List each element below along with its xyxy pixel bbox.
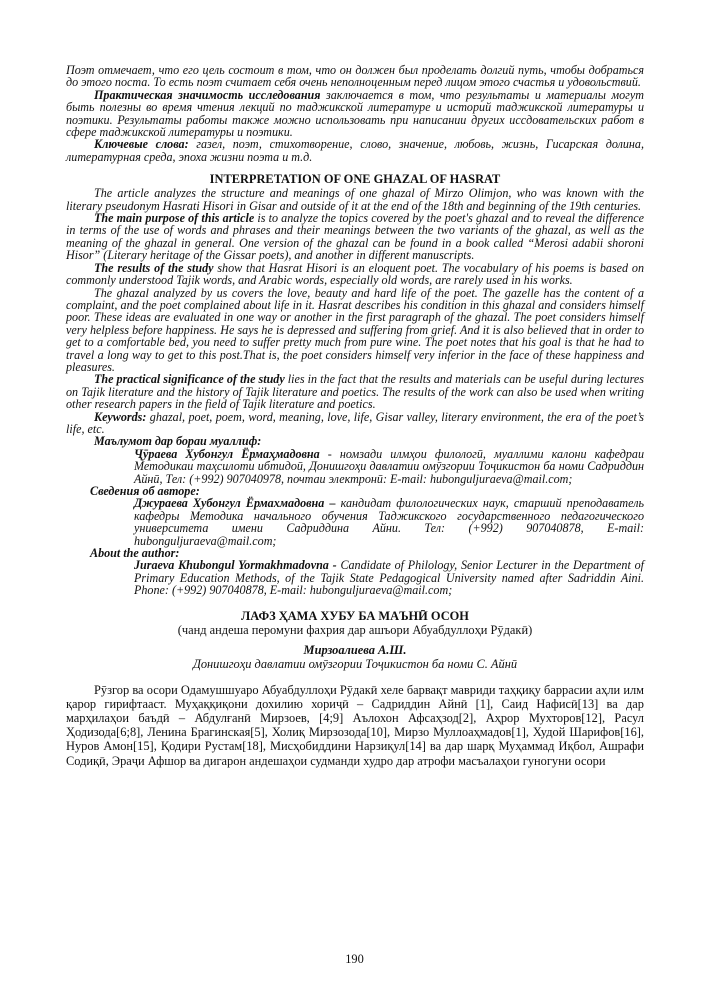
author-info-tj-heading: Маълумот дар бораи муаллиф: (94, 434, 262, 449)
article-affiliation: Донишгоҳи давлатии омӯзгории Тоҷикистон ба номи С. Айнӣ (192, 656, 518, 671)
en-purpose-paragraph (66, 212, 644, 262)
en-title: INTERPRETATION OF ONE GHAZAL OF HASRAT (209, 172, 501, 187)
article-subtitle: (чанд андеша перомуни фахрия дар ашъори Абуабдуллоҳи Рӯдакӣ) (177, 622, 533, 637)
en-significance-paragraph (66, 373, 644, 410)
ru-abstract-paragraph: Поэт отмечает, что его цель состоит в том, что он должен был проделать долгий путь, чтобы добраться до этого поста. То есть поэт считает себя очень неполноценным перед лицом этого счастья и удовольствий. (66, 63, 644, 90)
en-results-lead: The results of the study (94, 260, 214, 275)
page-number: 190 (345, 952, 364, 966)
en-keywords (66, 411, 644, 436)
en-purpose-lead: The main purpose of this article (94, 211, 255, 226)
author-info-en (134, 559, 644, 596)
article-author: Мирзоалиева А.Ш. (303, 642, 407, 657)
ru-keywords-lead: Ключевые слова: (94, 137, 189, 152)
article-title: ЛАФЗ ҲАМА ХУБУ БА МАЪНӢ ОСОН (241, 608, 469, 623)
author-name-ru: Джураева Хубонгул Ёрмахмадовна – (134, 496, 336, 511)
author-name-tj: Ҷӯраева Хубонгул Ёрмаҳмадовна (134, 446, 320, 461)
en-analysis-paragraph: The ghazal analyzed by us covers the love, beauty and hard life of the poet. The gazelle has the content of a complaint, and the poet complained about life in it. Hasrat describes his condition in this ghazal and considers himself poor. These ideas are evaluated in one way or another in the first paragraph of the ghazal. The poet considers himself very helpless before happiness. He says he is depressed and suffering from grief. And it is also believed that in order to get to a comfortable bed, you need to suffer pretty much from pure wine. The poet notes that his goal is that he had to travel a long way to get to this post.That is, the poet considers himself very inferior in the face of these happiness and pleasures. (66, 285, 644, 374)
en-abstract-paragraph: The article analyzes the structure and meanings of one ghazal of Mirzo Olimjon, who was known with the literary pseudonym Hasrati Hisori in Gisar and outside of it at the end of the 18th and beginning of the 19th centuries. (66, 186, 644, 213)
author-details-tj: - номзади илмҳои филологӣ, муаллими калони кафедраи Методикаи таҳсилоти ибтидоӣ, Донишгоҳи давлатии омӯзгории Тоҷикистон ба номи Садриддин Айнӣ, Тел: (+992) 907040978, почтаи электронӣ: E-mail: hubonguljuraeva@mail.com; (134, 446, 644, 486)
en-significance-text: lies in the fact that the results and materials can be useful during lectures on Tajik literature and the history of Tajik literature and poetics. The results of the work can also be used when writing other research papers in the field of Tajik literature and poetics. (66, 372, 644, 412)
author-details-en: Candidate of Philology, Senior Lecturer in the Department of Primary Education Methods, of the Tajik State Pedagogical University named after Sadriddin Aini. Phone: (+992) 907040878, E-mail: hubonguljuraeva@mail.com; (134, 558, 644, 598)
ru-significance-text: заключается в том, что результаты и материалы могут быть полезны во время чтения лекций по таджикской литературе и историй таджикской литературы и поэтики. Результаты работы также можно использовать при написании других иссдовательских работ в сфере таджикской литературы и поэтики. (66, 87, 644, 140)
author-name-en: Juraeva Khubongul Yormakhmadovna - (134, 558, 337, 573)
en-purpose-text: is to analyze the topics covered by the poet's ghazal and to reveal the difference in terms of the use of words and phrases and their meanings between the two variants of the ghazal, as well as the meaning of the ghazal in general. One version of the ghazal can be found in a book called “Merosi adabii shoroni Hisor” (Literary heritage of the Gissar poets), and another in different manuscripts. (66, 211, 644, 263)
author-details-ru: кандидат филологических наук, старший преподаватель кафедры Методика начального обучения Таджикского государственного педагогического университета имени Садриддина Айни. Тел: (+992) 907040878, E-mail: hubonguljuraeva@mail.com; (134, 496, 644, 548)
en-results-paragraph (66, 262, 644, 287)
author-info-ru (134, 497, 644, 547)
author-info-ru-heading: Сведения об авторе: (90, 484, 200, 498)
en-results-text: show that Hasrat Hisori is an eloquent poet. The vocabulary of his poems is based on commonly understood Tajik words, and Arabic words, especially old words, are rarely used in his works. (66, 260, 644, 288)
ru-keywords-text: газел, поэт, стихотворение, слово, значение, любовь, жизнь, Гисарская долина, литературная среда, эпоха жизни поэта и т.д. (66, 137, 644, 164)
en-keywords-lead: Keywords: (94, 409, 147, 424)
page-content (66, 64, 644, 768)
en-significance-lead: The practical significance of the study (94, 372, 285, 387)
article-body-paragraph: Рӯзгор ва осори Одамушшуаро Абуабдуллоҳи Рӯдакӣ хеле барвақт мавриди таҳқиқу баррасии аҳли илм қарор гирифтааст. Муҳаққиқони дохилию хориҷӣ – Садриддин Айнӣ [1], Саид Нафисӣ[13] ва дар марҳилаҳои баъдӣ – Абдулғанӣ Мирзоев, [4;9] Аълохон Афсаҳзод[2], Аҳрор Мухторов[12], Расул Ҳодизода[6;8], Ленина Брагинская[5], Холиқ Мирзозода[10], Мирзо Муллоаҳмадов[1], Худой Шарифов[16], Нуров Амон[15], Қодири Рустам[18], Мисҳобиддини Нарзиқул[14] ва дар шарқ Муҳаммад Иқбол, Ашрафи Содиқӣ, Эраҷи Афшор ва дигарон андешаҳои судманди худро дар атрофи масъалаҳои гуногуни осори (66, 682, 644, 768)
ru-keywords (66, 138, 644, 163)
ru-significance-paragraph (66, 89, 644, 139)
author-info-en-heading: About the author: (90, 546, 180, 561)
article-body (66, 683, 644, 768)
en-keywords-text: ghazal, poet, poem, word, meaning, love, life, Gisar valley, literary environment, the era of the poet’s life, etc. (66, 409, 644, 436)
ru-significance-lead: Практическая значимость исследования (94, 87, 321, 102)
author-info-tj (134, 448, 644, 485)
